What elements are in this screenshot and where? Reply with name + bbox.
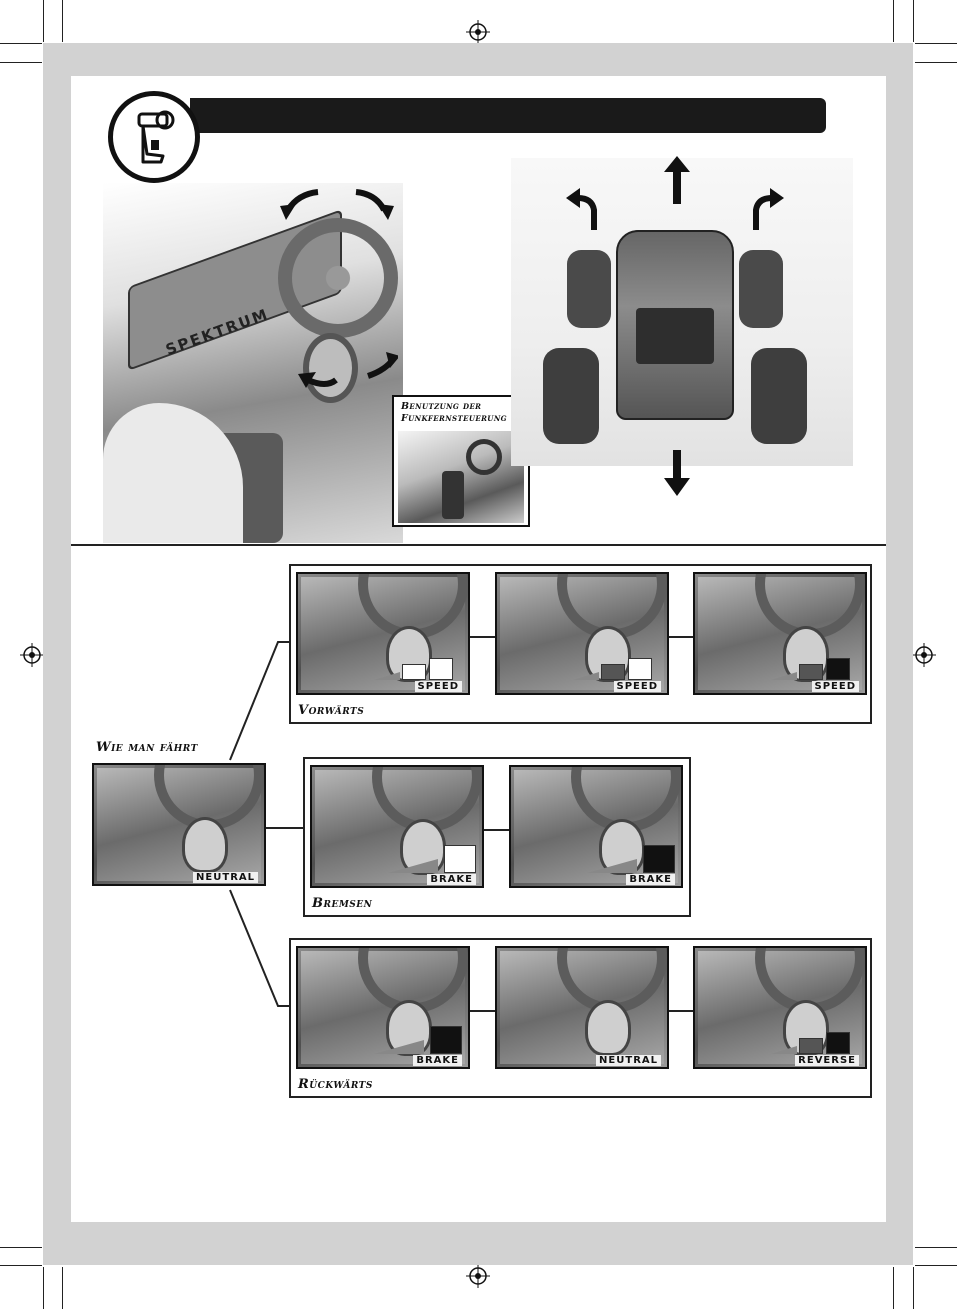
- reverse-tile-2: [495, 946, 669, 1069]
- crop-mark: [62, 1267, 63, 1309]
- reverse-connector: [469, 1010, 497, 1012]
- reverse-tile-3: [693, 946, 867, 1069]
- crop-mark: [893, 1267, 894, 1309]
- tile-label: NEUTRAL: [596, 1055, 661, 1066]
- remote-control-icon: [108, 91, 200, 183]
- forward-title: Vorwärts: [298, 703, 365, 718]
- crop-mark: [62, 0, 63, 42]
- tile-label: REVERSE: [795, 1055, 859, 1066]
- section-divider: [71, 544, 886, 546]
- brake-level-bars: [587, 843, 675, 873]
- reverse-connector: [667, 1010, 695, 1012]
- brake-connector: [483, 829, 511, 831]
- hand: [103, 403, 243, 543]
- neutral-tile: [92, 763, 266, 886]
- reverse-title: Rückwärts: [298, 1077, 373, 1092]
- brake-level-bars: [388, 843, 476, 873]
- inset-wheel: [466, 439, 502, 475]
- section-header-bar: [190, 98, 826, 133]
- inset-caption-line2: Funkfernsteuerung: [401, 413, 507, 424]
- crop-mark: [43, 0, 44, 42]
- tile-label: BRAKE: [413, 1055, 462, 1066]
- tile-label: SPEED: [614, 681, 662, 692]
- registration-mark-top: [466, 20, 490, 44]
- crop-mark: [915, 1247, 957, 1248]
- brake-section: [303, 757, 691, 917]
- inset-transmitter-image: [398, 431, 524, 523]
- registration-mark-left: [20, 643, 44, 667]
- forward-tile-1: [296, 572, 470, 695]
- crop-mark: [43, 1267, 44, 1309]
- crop-mark: [915, 62, 957, 63]
- inset-caption-line1: Benutzung der: [401, 401, 482, 412]
- forward-tile-2: [495, 572, 669, 695]
- brake-title: Bremsen: [312, 896, 373, 911]
- transmitter-brand-label: SPEKTRUM: [163, 304, 272, 360]
- crop-mark: [915, 43, 957, 44]
- crop-mark: [0, 62, 42, 63]
- crop-mark: [913, 1267, 914, 1309]
- transmitter-icon: [113, 96, 195, 178]
- crop-mark: [0, 1247, 42, 1248]
- tile-label: SPEED: [415, 681, 463, 692]
- brake-tile-1: [310, 765, 484, 888]
- reverse-level-bars: [771, 1024, 859, 1054]
- speed-level-bars: [374, 650, 462, 680]
- tile-label: BRAKE: [427, 874, 476, 885]
- tile-label: SPEED: [812, 681, 860, 692]
- forward-tile-3: [693, 572, 867, 695]
- forward-connector: [469, 636, 497, 638]
- speed-level-bars: [573, 650, 661, 680]
- tile-label: BRAKE: [626, 874, 675, 885]
- crop-mark: [893, 0, 894, 42]
- crop-mark: [0, 1265, 42, 1266]
- registration-mark-right: [912, 643, 936, 667]
- inset-handle: [442, 471, 464, 519]
- reverse-section: [289, 938, 872, 1098]
- crop-mark: [915, 1265, 957, 1266]
- inset-photo-frame: [392, 395, 530, 527]
- brake-tile-2: [509, 765, 683, 888]
- direction-arrows-icon: [560, 150, 800, 500]
- crop-mark: [0, 43, 42, 44]
- neutral-label: NEUTRAL: [193, 872, 258, 883]
- speed-level-bars: [771, 650, 859, 680]
- registration-mark-bottom: [466, 1264, 490, 1288]
- reverse-tile-1: [296, 946, 470, 1069]
- crop-mark: [913, 0, 914, 42]
- forward-section: [289, 564, 872, 724]
- brake-level-bars: [374, 1024, 462, 1054]
- how-to-drive-heading: Wie man fährt: [96, 740, 198, 755]
- forward-connector: [667, 636, 695, 638]
- steering-arrows-icon: [278, 180, 398, 390]
